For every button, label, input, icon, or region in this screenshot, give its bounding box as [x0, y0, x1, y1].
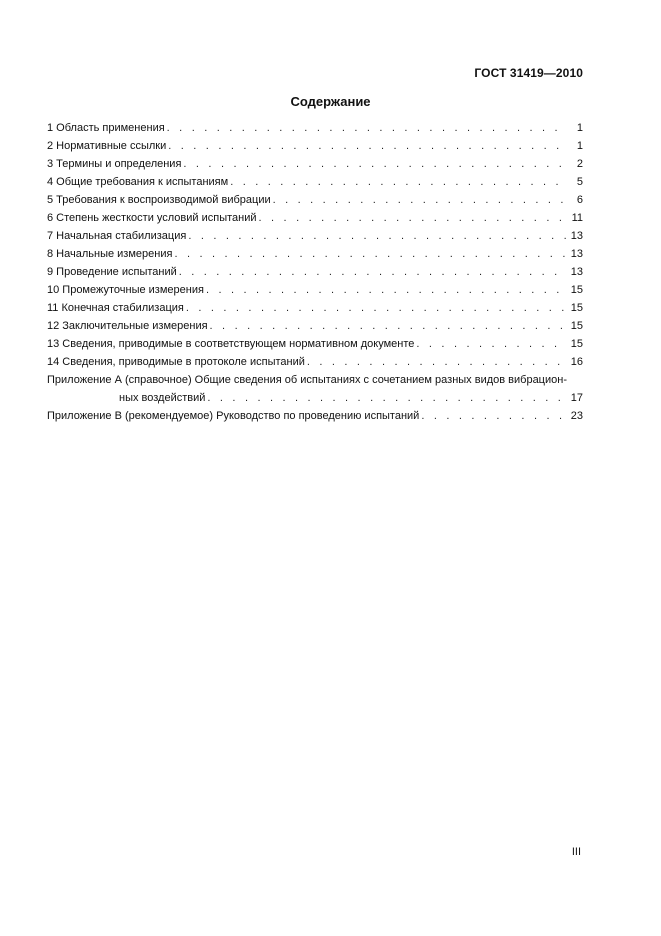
toc-entry-10[interactable]: [47, 281, 583, 299]
toc-entry-label: 9 Проведение испытаний: [47, 266, 177, 278]
toc-entry-12[interactable]: [47, 317, 583, 335]
toc-entry-page: 13: [570, 230, 583, 242]
page-number: III: [571, 846, 581, 858]
toc-leader-dots: [174, 245, 567, 263]
toc-entry-label: 4 Общие требования к испытаниям: [47, 176, 229, 188]
toc-entry-page: 15: [570, 320, 583, 332]
toc-entry-page: 13: [570, 266, 583, 278]
toc-entry-label: Приложение А (справочное) Общие сведения об испытаниях с сочетанием разных видов вибрацион-: [47, 374, 567, 386]
toc-entry-label: 8 Начальные измерения: [47, 248, 173, 260]
toc-entry-page: 23: [570, 410, 583, 422]
toc-entry-page: 15: [570, 284, 583, 296]
toc-leader-dots: [183, 155, 567, 173]
toc-leader-dots: [186, 299, 567, 317]
toc-leader-dots: [273, 191, 567, 209]
toc-entry-appendix-b[interactable]: [47, 407, 583, 425]
toc-entry-label: 1 Область применения: [47, 122, 165, 134]
toc-leader-dots: [416, 335, 567, 353]
toc-entry-label: ных воздействий: [119, 392, 206, 404]
toc-leader-dots: [206, 281, 567, 299]
toc-entry-11[interactable]: [47, 299, 583, 317]
toc-entry-page: 13: [570, 248, 583, 260]
document-code: ГОСТ 31419—2010: [474, 66, 583, 80]
toc-entry-label: 7 Начальная стабилизация: [47, 230, 187, 242]
toc-entry-label: 14 Сведения, приводимые в протоколе испытаний: [47, 356, 305, 368]
toc-leader-dots: [188, 227, 567, 245]
toc-entry-page: 2: [576, 158, 583, 170]
toc-leader-dots: [210, 317, 567, 335]
toc-entry-page: 5: [576, 176, 583, 188]
toc-leader-dots: [421, 407, 567, 425]
toc-entry-label: 6 Степень жесткости условий испытаний: [47, 212, 257, 224]
toc-entry-1[interactable]: [47, 119, 583, 137]
toc-entry-label: Приложение В (рекомендуемое) Руководство по проведению испытаний: [47, 410, 420, 422]
toc-entry-2[interactable]: [47, 137, 583, 155]
toc-entry-page: 15: [570, 302, 583, 314]
toc-leader-dots: [168, 137, 567, 155]
toc-leader-dots: [259, 209, 567, 227]
toc-leader-dots: [179, 263, 567, 281]
toc-entry-page: 11: [571, 212, 583, 224]
toc-entry-13[interactable]: [47, 335, 583, 353]
toc-entry-label: 10 Промежуточные измерения: [47, 284, 204, 296]
toc-leader-dots: [230, 173, 567, 191]
toc-entry-8[interactable]: [47, 245, 583, 263]
toc-entry-appendix-a-continued[interactable]: [47, 389, 583, 407]
toc-entry-5[interactable]: [47, 191, 583, 209]
toc-entry-label: 11 Конечная стабилизация: [47, 302, 184, 314]
toc-entry-9[interactable]: [47, 263, 583, 281]
toc-entry-label: 13 Сведения, приводимые в соответствующем нормативном документе: [47, 338, 415, 350]
toc-entry-page: 6: [576, 194, 583, 206]
toc-title: Содержание: [290, 94, 371, 109]
toc-entry-page: 16: [570, 356, 583, 368]
toc-entry-label: 12 Заключительные измерения: [47, 320, 208, 332]
toc-entry-14[interactable]: [47, 353, 583, 371]
toc-entry-appendix-a[interactable]: [47, 371, 583, 389]
toc-entry-page: 1: [576, 122, 583, 134]
toc-entry-label: 2 Нормативные ссылки: [47, 140, 167, 152]
toc-entry-label: 3 Термины и определения: [47, 158, 182, 170]
toc-entry-page: 1: [576, 140, 583, 152]
toc-entry-page: 15: [570, 338, 583, 350]
toc-entry-4[interactable]: [47, 173, 583, 191]
toc-entry-6[interactable]: [47, 209, 583, 227]
toc-leader-dots: [167, 119, 567, 137]
toc-entry-3[interactable]: [47, 155, 583, 173]
table-of-contents: [47, 119, 583, 425]
toc-entry-label: 5 Требования к воспроизводимой вибрации: [47, 194, 271, 206]
toc-leader-dots: [307, 353, 567, 371]
toc-leader-dots: [207, 389, 567, 407]
toc-entry-7[interactable]: [47, 227, 583, 245]
toc-entry-page: 17: [570, 392, 583, 404]
